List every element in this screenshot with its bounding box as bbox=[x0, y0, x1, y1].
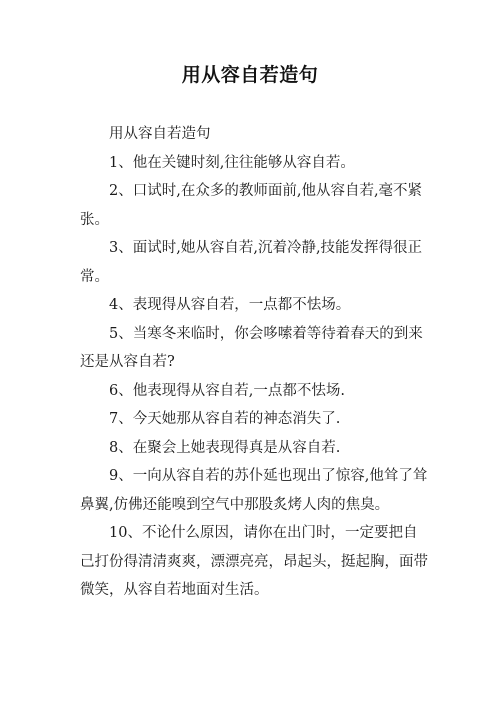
sentence-3: 3、面试时,她从容自若,沉着冷静,技能发挥得很正常。 bbox=[80, 240, 423, 285]
sentence-5: 5、当寒冬来临时，你会哆嗦着等待着春天的到来还是从容自若? bbox=[80, 325, 423, 370]
document-body bbox=[80, 120, 430, 605]
sentence-1: 1、他在关键时刻,往往能够从容自若。 bbox=[109, 154, 355, 171]
sentence-7: 7、今天她那从容自若的神态消失了. bbox=[109, 411, 341, 427]
sentence-8: 8、在聚会上她表现得真是从容自若. bbox=[109, 439, 341, 456]
sentence-6: 6、他表现得从容自若,一点都不怯场. bbox=[109, 382, 345, 399]
body-heading: 用从容自若造句 bbox=[109, 126, 211, 142]
document-title: 用从容自若造句 bbox=[181, 64, 319, 86]
sentence-10: 10、不论什么原因，请你在出门时，一定要把自己打份得清清爽爽，漂漂亮亮，昂起头，挺起胸，面带微笑，从容自若地面对生活。 bbox=[80, 525, 428, 598]
sentence-4: 4、表现得从容自若，一点都不怯场。 bbox=[109, 297, 351, 313]
sentence-9: 9、一向从容自若的苏仆延也现出了惊容,他耸了耸鼻翼,仿佛还能嗅到空气中那股炙烤人肉的焦臭。 bbox=[80, 468, 428, 513]
sentence-2: 2、口试时,在众多的教师面前,他从容自若,毫不紧张。 bbox=[80, 183, 423, 228]
